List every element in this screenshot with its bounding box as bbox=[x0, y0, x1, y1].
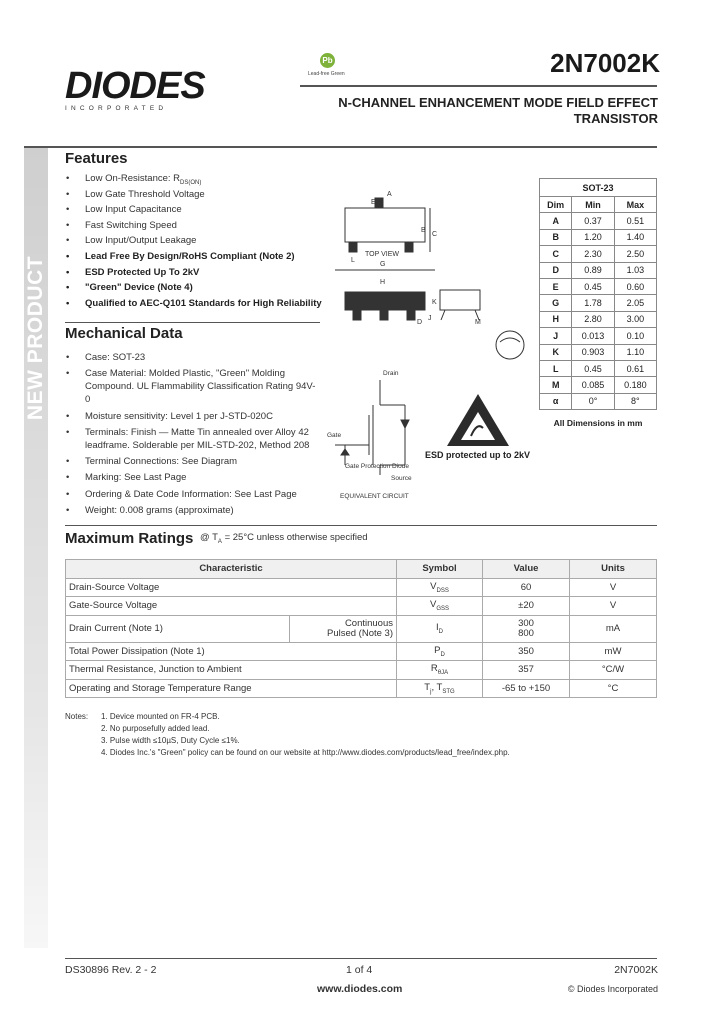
dim-label-c: C bbox=[432, 231, 438, 238]
mechanical-item: • Case: SOT-23 bbox=[65, 351, 320, 364]
footer-rule bbox=[65, 958, 657, 959]
gate-label: Gate bbox=[327, 432, 342, 439]
mechanical-heading: Mechanical Data bbox=[65, 325, 183, 342]
sot23-table bbox=[539, 196, 657, 410]
footer-url[interactable]: www.diodes.com bbox=[317, 983, 403, 995]
section-rule bbox=[24, 146, 657, 148]
part-number: 2N7002K bbox=[550, 48, 660, 78]
equivalent-circuit bbox=[325, 365, 425, 505]
sot23-row: M 0.085 0.180 bbox=[540, 377, 657, 393]
mechanical-item: • Case Material: Molded Plastic, "Green" Molding Compound. UL Flammability Classification Rating 94V-0 bbox=[65, 367, 320, 406]
sot23-note: All Dimensions in mm bbox=[553, 418, 643, 428]
diodes-logo bbox=[65, 67, 205, 112]
sot23-row: C 2.30 2.50 bbox=[540, 246, 657, 262]
ratings-row: Thermal Resistance, Junction to Ambient $R_{\theta JA}$ 357 °C/W bbox=[66, 661, 657, 680]
dim-label-j: J bbox=[428, 315, 432, 322]
feature-item: • ESD Protected Up To 2kV bbox=[65, 265, 322, 281]
dim-label-l: L bbox=[351, 257, 355, 264]
mechanical-item: • Weight: 0.008 grams (approximate) bbox=[65, 504, 320, 517]
features-heading: Features bbox=[65, 150, 128, 167]
feature-item: • "Green" Device (Note 4) bbox=[65, 280, 322, 296]
note-item: 3. Pulse width ≤10µS, Duty Cycle ≤1%. bbox=[101, 736, 240, 745]
dim-label-h: H bbox=[380, 279, 386, 286]
sot23-row: A 0.37 0.51 bbox=[540, 213, 657, 229]
feature-item: • Qualified to AEC-Q101 Standards for High Reliability bbox=[65, 296, 322, 312]
dim-label-m: M bbox=[475, 319, 481, 326]
mechanical-item: • Terminal Connections: See Diagram bbox=[65, 455, 320, 468]
circuit-caption: EQUIVALENT CIRCUIT bbox=[340, 493, 409, 500]
title-line-1: N-CHANNEL ENHANCEMENT MODE FIELD EFFECT bbox=[338, 95, 658, 110]
mechanical-item: • Moisture sensitivity: Level 1 per J-STD-020C bbox=[65, 410, 320, 423]
dim-label-a: A bbox=[387, 191, 392, 198]
footer-doc: DS30896 Rev. 2 - 2 bbox=[65, 964, 157, 976]
dim-label-e: E bbox=[371, 199, 376, 206]
title-line-2: TRANSISTOR bbox=[573, 111, 658, 126]
feature-item: • Low On-Resistance: $R_{DS(ON)}$ bbox=[65, 171, 322, 187]
source-label: Source bbox=[391, 475, 412, 482]
sot23-row: K 0.903 1.10 bbox=[540, 344, 657, 360]
sot23-header: Dim bbox=[540, 197, 572, 213]
sot23-row: B 1.20 1.40 bbox=[540, 229, 657, 245]
ratings-row: Gate-Source Voltage $V_{GSS}$ ±20 V bbox=[66, 597, 657, 616]
sot23-row: D 0.89 1.03 bbox=[540, 262, 657, 278]
features-list bbox=[65, 171, 322, 311]
mechanical-item: • Ordering & Date Code Information: See Last Page bbox=[65, 488, 320, 501]
new-product-label: NEW PRODUCT bbox=[24, 255, 47, 421]
esd-icon bbox=[443, 390, 513, 450]
ratings-row: Drain Current (Note 1) Continuous Pulsed (Note 3) $I_D$ 300 800 mA bbox=[66, 615, 657, 642]
note-item: 4. Diodes Inc.'s "Green" policy can be found on our website at http://www.diodes.com/products/lead_free/index.php. bbox=[101, 748, 510, 757]
sot23-row: E 0.45 0.60 bbox=[540, 278, 657, 294]
package-drawing bbox=[335, 180, 535, 360]
mech-rule bbox=[65, 322, 320, 323]
ratings-rule bbox=[65, 525, 657, 526]
max-ratings-condition: @ $T_A = 25^\circ C$ unless otherwise specified bbox=[200, 532, 368, 545]
dim-label-k: K bbox=[432, 299, 437, 306]
mechanical-item: • Terminals: Finish — Matte Tin annealed over Alloy 42 leadframe. Solderable per MIL-STD-202, Method 208 bbox=[65, 426, 320, 452]
footer-page: 1 of 4 bbox=[346, 964, 373, 976]
sot23-row: G 1.78 2.05 bbox=[540, 295, 657, 311]
drain-label: Drain bbox=[383, 370, 399, 377]
header-rule bbox=[300, 85, 657, 87]
footer-part: 2N7002K bbox=[614, 964, 658, 976]
feature-item: • Low Input/Output Leakage bbox=[65, 233, 322, 249]
mechanical-list bbox=[65, 351, 320, 520]
sot23-title: SOT-23 bbox=[539, 178, 657, 196]
notes-label: Notes: bbox=[65, 712, 89, 721]
dim-label-d: D bbox=[417, 319, 423, 326]
feature-item: • Low Gate Threshold Voltage bbox=[65, 187, 322, 203]
gpd-label: Gate Protection Diode bbox=[345, 463, 409, 470]
sot23-row: H 2.80 3.00 bbox=[540, 311, 657, 327]
ratings-row: Drain-Source Voltage $V_{DSS}$ 60 V bbox=[66, 578, 657, 597]
feature-item: • Lead Free By Design/RoHS Compliant (Note 2) bbox=[65, 249, 322, 265]
logo-main-text: DIODES bbox=[65, 65, 205, 107]
mechanical-item: • Marking: See Last Page bbox=[65, 471, 320, 484]
sot23-row: α 0° 8° bbox=[540, 393, 657, 409]
max-ratings-table bbox=[65, 559, 657, 698]
top-view-label: TOP VIEW bbox=[365, 251, 399, 258]
dim-label-g: G bbox=[380, 261, 386, 268]
sot23-header: Min bbox=[572, 197, 614, 213]
lead-free-label: Lead-free Green bbox=[308, 71, 345, 77]
ratings-row: Total Power Dissipation (Note 1) $P_D$ 350 mW bbox=[66, 642, 657, 661]
ratings-row: Operating and Storage Temperature Range $T_j$, $T_{STG}$ -65 to +150 °C bbox=[66, 679, 657, 698]
sot23-header: Max bbox=[614, 197, 656, 213]
footer-copyright: © Diodes Incorporated bbox=[567, 984, 658, 994]
sot23-header-row bbox=[540, 197, 657, 213]
dim-label-b: B bbox=[421, 227, 426, 234]
lead-free-icon: Pb bbox=[320, 53, 335, 68]
max-ratings-heading: Maximum Ratings bbox=[65, 530, 194, 547]
note-item: 1. Device mounted on FR-4 PCB. bbox=[101, 712, 220, 721]
esd-caption: ESD protected up to 2kV bbox=[425, 450, 531, 460]
feature-item: • Fast Switching Speed bbox=[65, 218, 322, 234]
sot23-row: L 0.45 0.61 bbox=[540, 360, 657, 376]
feature-item: • Low Input Capacitance bbox=[65, 202, 322, 218]
ratings-header-row: Characteristic Symbol Value Units bbox=[66, 560, 657, 579]
note-item: 2. No purposefully added lead. bbox=[101, 724, 210, 733]
sot23-row: J 0.013 0.10 bbox=[540, 328, 657, 344]
logo-sub-text: INCORPORATED bbox=[65, 105, 168, 112]
